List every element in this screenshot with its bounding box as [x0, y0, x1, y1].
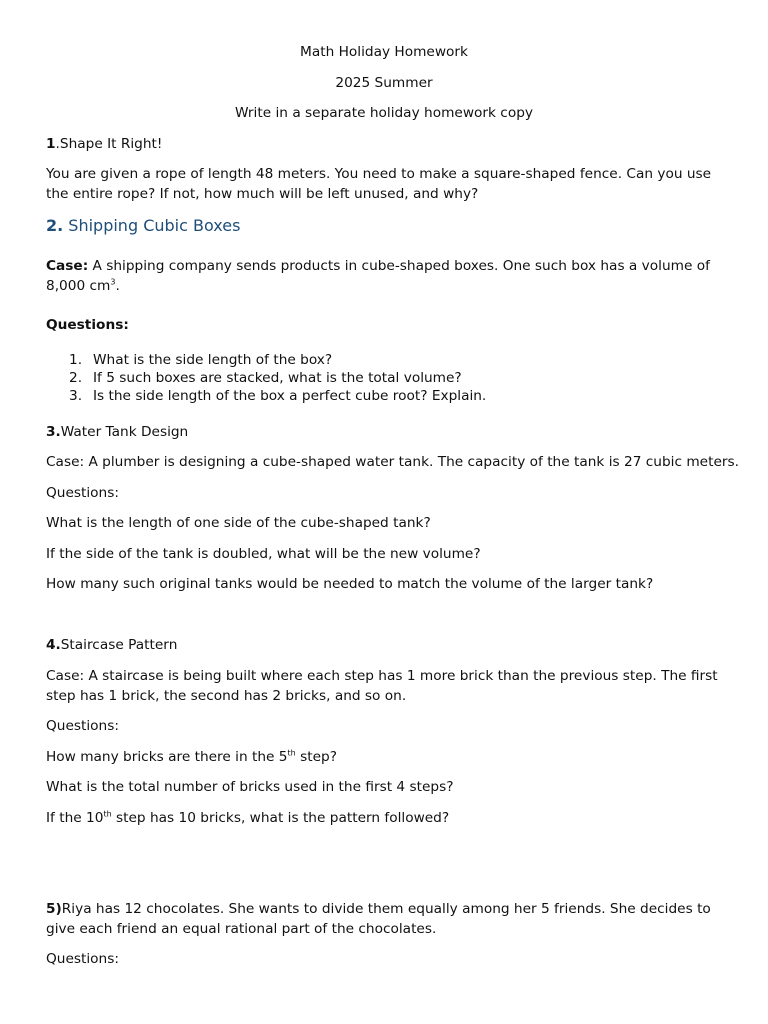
q3-question-3: How many such original tanks would be needed to match the volume of the larger tank?	[46, 576, 654, 592]
q4-question-3-superscript: th	[103, 809, 112, 819]
q1-text: You are given a rope of length 48 meters. You need to make a square-shaped fence. Can you use the entire rope? If not, how much will be left unused, and why?	[46, 166, 712, 202]
q2-case-end: .	[115, 278, 120, 294]
q4-question-3-end: step has 10 bricks, what is the pattern followed?	[111, 810, 450, 826]
q4-question-1-text: How many bricks are there in the 5	[46, 749, 288, 765]
q2-title: Shipping Cubic Boxes	[63, 216, 241, 235]
q1-number: 1	[46, 136, 56, 152]
q5-text	[46, 899, 726, 939]
q2-case	[46, 256, 726, 296]
q2-case-superscript: 3	[110, 277, 116, 287]
list-item-marker: 1.	[69, 352, 83, 368]
list-item-text: Is the side length of the box a perfect cube root? Explain.	[93, 388, 487, 404]
q4-question-1	[46, 747, 337, 767]
q2-case-label: Case:	[46, 258, 89, 274]
q3-title: Water Tank Design	[60, 424, 189, 440]
q4-questions-label: Questions:	[46, 718, 119, 734]
q4-question-1-end: step?	[295, 749, 337, 765]
list-item-marker: 2.	[69, 370, 83, 386]
list-item	[46, 351, 726, 369]
list-item-marker: 3.	[69, 388, 83, 404]
q4-heading	[46, 635, 177, 655]
q5-questions-label: Questions:	[46, 951, 119, 967]
q3-heading	[46, 422, 188, 442]
q3-number: 3.	[46, 424, 61, 440]
page-title: Math Holiday Homework	[300, 44, 468, 60]
q5-body: Riya has 12 chocolates. She wants to divide them equally among her 5 friends. She decides to give each friend an equal rational part of the chocolates.	[46, 901, 711, 937]
list-item-text: What is the side length of the box?	[93, 352, 333, 368]
list-item	[46, 387, 726, 405]
q3-case: Case: A plumber is designing a cube-shaped water tank. The capacity of the tank is 27 cubic meters.	[46, 454, 739, 470]
q2-heading	[46, 216, 240, 236]
q2-questions-label: Questions:	[46, 317, 129, 333]
q2-question-list	[46, 351, 726, 405]
q3-question-1: What is the length of one side of the cube-shaped tank?	[46, 515, 431, 531]
q2-number: 2.	[46, 216, 64, 235]
q4-question-3	[46, 808, 449, 828]
q4-title: Staircase Pattern	[60, 637, 178, 653]
q2-case-text: A shipping company sends products in cube-shaped boxes. One such box has a volume of 8,000 cm	[46, 258, 710, 294]
page-subtitle: 2025 Summer	[335, 75, 433, 91]
q5-number: 5)	[46, 901, 62, 917]
q1-heading	[46, 134, 162, 154]
page-instruction: Write in a separate holiday homework copy	[235, 105, 533, 121]
list-item	[46, 369, 726, 387]
q4-question-2: What is the total number of bricks used in the first 4 steps?	[46, 779, 454, 795]
list-item-text: If 5 such boxes are stacked, what is the total volume?	[93, 370, 462, 386]
q4-question-1-superscript: th	[287, 748, 296, 758]
q4-number: 4.	[46, 637, 61, 653]
q4-question-3-text: If the 10	[46, 810, 104, 826]
q3-questions-label: Questions:	[46, 485, 119, 501]
q4-case: Case: A staircase is being built where each step has 1 more brick than the previous step. The first step has 1 brick, the second has 2 bricks, and so on.	[46, 668, 718, 704]
q3-question-2: If the side of the tank is doubled, what will be the new volume?	[46, 546, 481, 562]
q1-title: .Shape It Right!	[55, 136, 163, 152]
